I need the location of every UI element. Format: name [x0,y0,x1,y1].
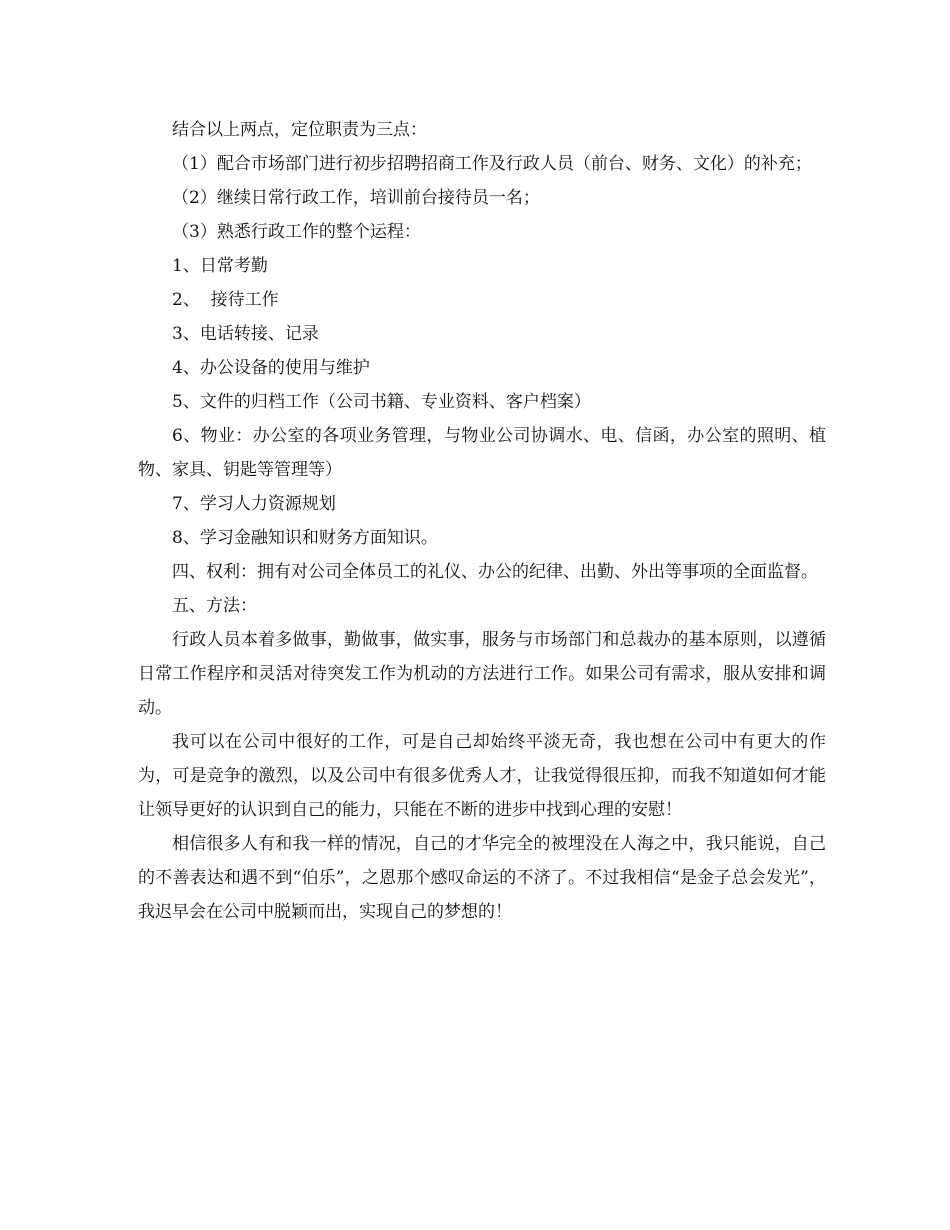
list-item-property: 6、物业：办公室的各项业务管理，与物业公司协调水、电、信函，办公室的照明、植物、家具、钥匙等管理等） [138,426,826,480]
paragraph-summary-intro: 结合以上两点，定位职责为三点： [172,120,427,140]
list-item-attendance: 1、日常考勤 [172,256,268,276]
paragraph-duty-1: （1）配合市场部门进行初步招聘招商工作及行政人员（前台、财务、文化）的补充； [172,154,812,174]
list-item-reception: 2、 接待工作 [172,290,279,310]
paragraph-methods: 行政人员本着多做事，勤做事，做实事，服务与市场部门和总裁办的基本原则，以遵循日常工作程序和灵活对待突发工作为机动的方法进行工作。如果公司有需求，服从安排和调动。 [138,630,826,718]
document-page [138,113,826,929]
paragraph-conclusion: 相信很多人有和我一样的情况，自己的才华完全的被埋没在人海之中，我只能说，自己的不善表达和遇不到“伯乐”，之恩那个感叹命运的不济了。不过我相信“是金子总会发光”，我迟早会在公司中脱颖而出，实现自己的梦想的！ [138,834,826,922]
paragraph-duty-3: （3）熟悉行政工作的整个运程： [172,222,421,242]
paragraph-rights: 四、权利：拥有对公司全体员工的礼仪、办公的纪律、出勤、外出等事项的全面监督。 [172,562,818,582]
list-item-filing: 5、文件的归档工作（公司书籍、专业资料、客户档案） [172,392,591,412]
list-item-finance: 8、学习金融知识和财务方面知识。 [172,528,438,548]
paragraph-reflection: 我可以在公司中很好的工作，可是自己却始终平淡无奇，我也想在公司中有更大的作为，可是竞争的激烈，以及公司中有很多优秀人才，让我觉得很压抑，而我不知道如何才能让领导更好的认识到自己的能力，只能在不断的进步中找到心理的安慰！ [138,732,826,820]
paragraph-duty-2: （2）继续日常行政工作，培训前台接待员一名； [172,188,540,208]
list-item-equipment: 4、办公设备的使用与维护 [172,358,370,378]
list-item-hr-planning: 7、学习人力资源规划 [172,494,336,514]
list-item-phone: 3、电话转接、记录 [172,324,319,344]
heading-methods: 五、方法： [172,596,257,616]
